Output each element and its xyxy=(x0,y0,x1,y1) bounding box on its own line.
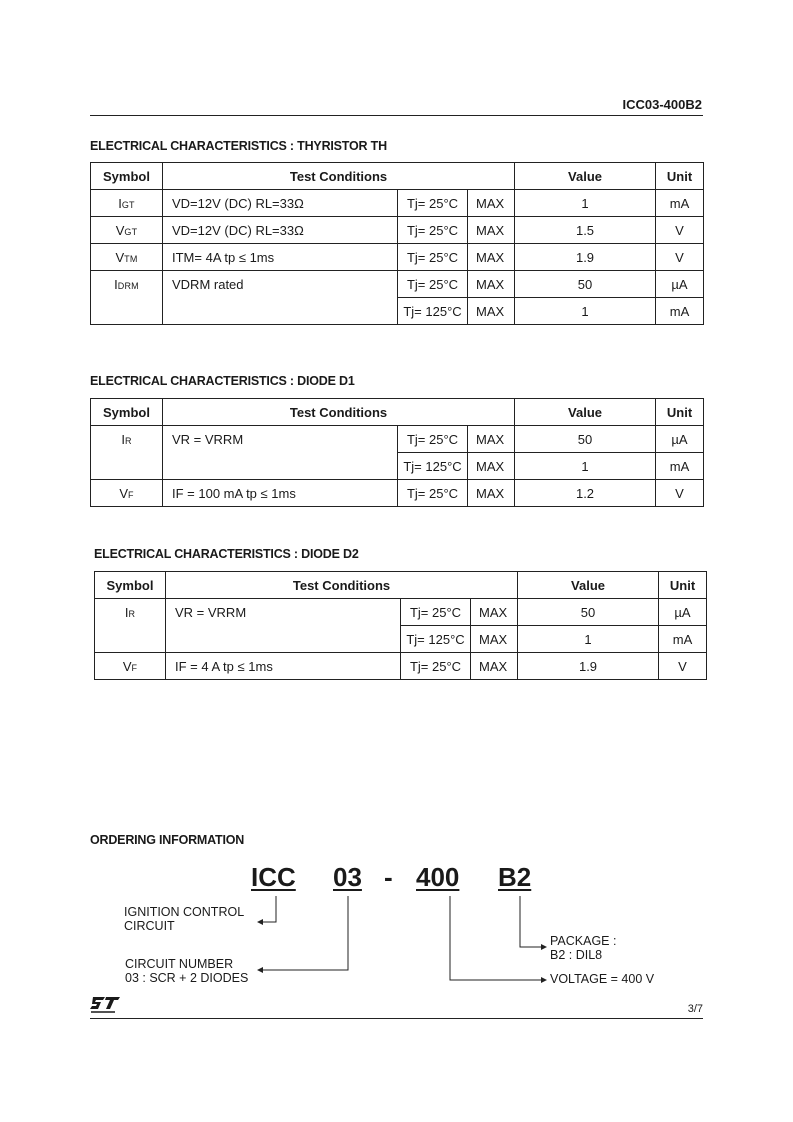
st-logo-icon xyxy=(89,995,121,1015)
condition-cell: VR = VRRM xyxy=(163,426,398,480)
value-cell: 1 xyxy=(515,298,656,325)
symbol-cell: IDRM xyxy=(91,271,163,325)
circuit-number-label: CIRCUIT NUMBER 03 : SCR + 2 DIODES xyxy=(125,957,249,985)
header-value: Value xyxy=(515,163,656,190)
temperature-cell: Tj= 125°C xyxy=(398,453,468,480)
value-cell: 50 xyxy=(518,599,659,626)
value-cell: 1 xyxy=(515,453,656,480)
condition-cell: IF = 100 mA tp ≤ 1ms xyxy=(163,480,398,507)
page-number: 3/7 xyxy=(687,1003,703,1015)
code-part-package: B2 xyxy=(498,862,532,892)
max-cell: MAX xyxy=(468,190,515,217)
condition-cell: VD=12V (DC) RL=33Ω xyxy=(163,190,398,217)
max-cell: MAX xyxy=(468,217,515,244)
symbol-cell: VF xyxy=(95,653,166,680)
max-cell: MAX xyxy=(471,653,518,680)
max-cell: MAX xyxy=(471,599,518,626)
header-unit: Unit xyxy=(656,163,704,190)
header-conditions: Test Conditions xyxy=(166,572,518,599)
code-part-voltage: 400 xyxy=(416,862,460,892)
unit-cell: mA xyxy=(659,626,707,653)
temperature-cell: Tj= 25°C xyxy=(398,480,468,507)
value-cell: 1.9 xyxy=(518,653,659,680)
max-cell: MAX xyxy=(468,453,515,480)
value-cell: 50 xyxy=(515,426,656,453)
symbol-cell: VF xyxy=(91,480,163,507)
package-label: PACKAGE : B2 : DIL8 xyxy=(550,934,617,962)
header-conditions: Test Conditions xyxy=(163,399,515,426)
header-symbol: Symbol xyxy=(91,163,163,190)
unit-cell: V xyxy=(656,217,704,244)
max-cell: MAX xyxy=(468,480,515,507)
temperature-cell: Tj= 25°C xyxy=(398,426,468,453)
value-cell: 50 xyxy=(515,271,656,298)
temperature-cell: Tj= 125°C xyxy=(401,626,471,653)
voltage-label: VOLTAGE = 400 V xyxy=(550,972,655,986)
value-cell: 1.9 xyxy=(515,244,656,271)
unit-cell: V xyxy=(656,480,704,507)
temperature-cell: Tj= 125°C xyxy=(398,298,468,325)
symbol-cell: IR xyxy=(91,426,163,480)
temperature-cell: Tj= 25°C xyxy=(398,271,468,298)
condition-cell: IF = 4 A tp ≤ 1ms xyxy=(166,653,401,680)
symbol-cell: VTM xyxy=(91,244,163,271)
header-unit: Unit xyxy=(656,399,704,426)
header-symbol: Symbol xyxy=(91,399,163,426)
temperature-cell: Tj= 25°C xyxy=(398,190,468,217)
header-value: Value xyxy=(515,399,656,426)
unit-cell: mA xyxy=(656,190,704,217)
header-value: Value xyxy=(518,572,659,599)
temperature-cell: Tj= 25°C xyxy=(401,653,471,680)
unit-cell: µA xyxy=(656,426,704,453)
header-conditions: Test Conditions xyxy=(163,163,515,190)
unit-cell: V xyxy=(659,653,707,680)
code-dash: - xyxy=(384,862,393,892)
max-cell: MAX xyxy=(468,244,515,271)
temperature-cell: Tj= 25°C xyxy=(398,244,468,271)
ordering-section-title: ORDERING INFORMATION xyxy=(90,833,245,847)
header-symbol: Symbol xyxy=(95,572,166,599)
condition-cell: ITM= 4A tp ≤ 1ms xyxy=(163,244,398,271)
diode2-section-title: ELECTRICAL CHARACTERISTICS : DIODE D2 xyxy=(94,547,359,561)
ignition-label: IGNITION CONTROL CIRCUIT xyxy=(124,905,245,933)
footer-rule xyxy=(90,1018,703,1019)
code-part-circuit: 03 xyxy=(333,862,362,892)
max-cell: MAX xyxy=(468,271,515,298)
unit-cell: V xyxy=(656,244,704,271)
diode1-section-title: ELECTRICAL CHARACTERISTICS : DIODE D1 xyxy=(90,374,355,388)
unit-cell: mA xyxy=(656,453,704,480)
thyristor-section-title: ELECTRICAL CHARACTERISTICS : THYRISTOR TH xyxy=(90,139,387,153)
code-part-icc: ICC xyxy=(251,862,296,892)
header-unit: Unit xyxy=(659,572,707,599)
temperature-cell: Tj= 25°C xyxy=(398,217,468,244)
unit-cell: µA xyxy=(659,599,707,626)
max-cell: MAX xyxy=(468,298,515,325)
condition-cell: VDRM rated xyxy=(163,271,398,325)
symbol-cell: IR xyxy=(95,599,166,653)
temperature-cell: Tj= 25°C xyxy=(401,599,471,626)
max-cell: MAX xyxy=(468,426,515,453)
document-id: ICC03-400B2 xyxy=(622,97,702,112)
unit-cell: mA xyxy=(656,298,704,325)
value-cell: 1.2 xyxy=(515,480,656,507)
condition-cell: VD=12V (DC) RL=33Ω xyxy=(163,217,398,244)
symbol-cell: IGT xyxy=(91,190,163,217)
value-cell: 1.5 xyxy=(515,217,656,244)
value-cell: 1 xyxy=(518,626,659,653)
max-cell: MAX xyxy=(471,626,518,653)
unit-cell: µA xyxy=(656,271,704,298)
symbol-cell: VGT xyxy=(91,217,163,244)
condition-cell: VR = VRRM xyxy=(166,599,401,653)
value-cell: 1 xyxy=(515,190,656,217)
